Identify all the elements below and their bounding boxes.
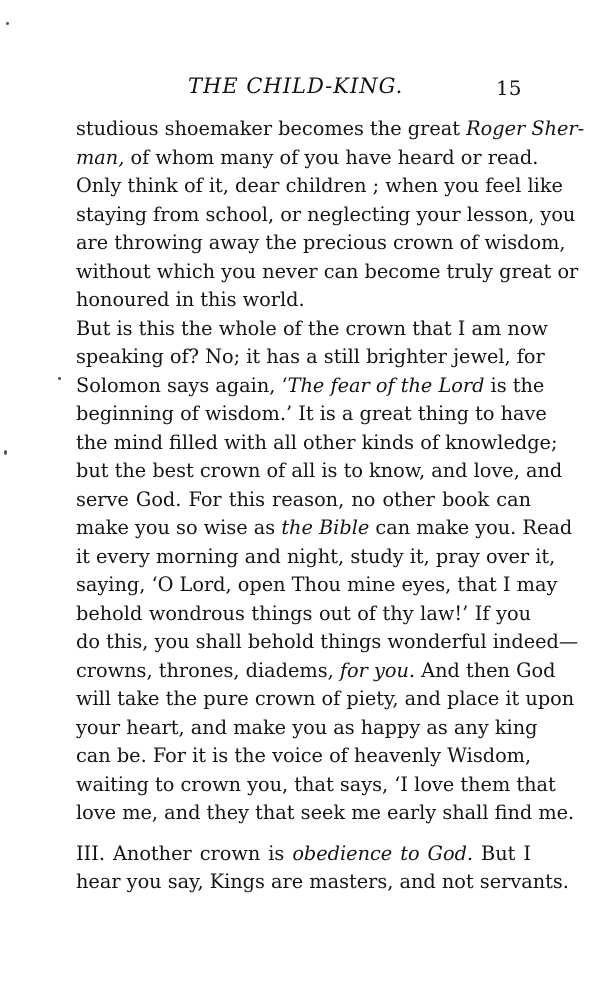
text-run: III. Another crown is (76, 841, 293, 865)
text-run: saying, ‘O Lord, open Thou mine eyes, that I may (76, 573, 558, 596)
text-run: do this, you shall behold things wonderful indeed— (76, 630, 579, 653)
text-line (76, 571, 558, 600)
text-run: can be. For it is the voice of heavenly Wisdom, (76, 744, 532, 767)
text-run: beginning of wisdom.’ It is a great thing to have (76, 402, 547, 425)
print-speck (6, 22, 9, 25)
text-line (76, 286, 531, 315)
italic-text: The fear of the Lord (287, 373, 485, 397)
text-line (76, 229, 566, 258)
text-line (76, 201, 576, 230)
text-line (76, 628, 579, 657)
text-run: behold wondrous things out of thy law!’ If you (76, 601, 531, 625)
text-run: make you so wise as (76, 516, 282, 539)
text-line (76, 771, 556, 800)
text-line (76, 714, 538, 743)
italic-text: for you. (339, 658, 416, 682)
text-run: waiting to crown you, that says, ‘I love them that (76, 772, 556, 796)
text-run: is the (484, 373, 545, 397)
italic-text: the Bible (281, 516, 370, 539)
section-gap (76, 828, 531, 840)
text-line (76, 315, 548, 344)
body-text (76, 115, 585, 897)
text-line (76, 799, 575, 828)
text-line (76, 600, 531, 629)
italic-text: Roger Sher- (466, 117, 585, 140)
text-line (76, 429, 558, 458)
italic-text: man, (76, 145, 125, 169)
text-line (76, 685, 575, 714)
text-run: love me, and they that seek me early shall find me. (76, 801, 575, 824)
text-run: without which you never can become truly great or (76, 259, 579, 283)
print-speck (58, 377, 61, 380)
text-run: can make you. Read (369, 516, 573, 539)
text-run: are throwing away the precious crown of wisdom, (76, 231, 566, 254)
running-title: THE CHILD-KING. (188, 74, 404, 98)
text-run: But is this the whole of the crown that I am now (76, 316, 548, 340)
text-line (76, 486, 531, 515)
text-line (76, 657, 556, 686)
text-line (76, 514, 573, 543)
text-line (76, 115, 585, 144)
text-run: your heart, and make you as happy as any king (76, 715, 538, 739)
text-line (76, 868, 569, 897)
text-line (76, 457, 563, 486)
page-number: 15 (496, 76, 522, 100)
text-run: of whom many of you have heard or read. (124, 145, 539, 169)
text-line (76, 172, 563, 201)
text-line (76, 372, 545, 401)
text-run: crowns, thrones, diadems, (76, 658, 340, 682)
text-line (76, 840, 531, 869)
text-run: speaking of? No; it has a still brighter jewel, for (76, 345, 545, 368)
text-run: studious shoemaker becomes the great (76, 117, 467, 140)
text-run: serve God. For this reason, no other book can (76, 487, 531, 511)
text-run: staying from school, or neglecting your lesson, you (76, 202, 576, 226)
text-run: the mind filled with all other kinds of knowledge; (76, 430, 558, 454)
text-run: hear you say, Kings are masters, and not servants. (76, 870, 569, 893)
text-line (76, 144, 539, 173)
italic-text: obedience to God. (292, 841, 474, 865)
text-run: honoured in this world. (76, 288, 305, 311)
text-line (76, 742, 531, 771)
text-line (76, 543, 556, 572)
text-run: but the best crown of all is to know, and love, and (76, 459, 563, 482)
text-line (76, 400, 547, 429)
text-line (76, 343, 545, 372)
text-run: And then God (415, 658, 556, 682)
print-speck (4, 450, 7, 455)
text-line (76, 258, 579, 287)
text-run: Only think of it, dear children ; when you feel like (76, 174, 563, 197)
text-run: will take the pure crown of piety, and place it upon (76, 687, 575, 710)
text-run: But I (473, 841, 531, 865)
running-header (0, 74, 589, 104)
text-run: it every morning and night, study it, pray over it, (76, 544, 556, 568)
text-run: Solomon says again, ‘ (76, 373, 288, 397)
